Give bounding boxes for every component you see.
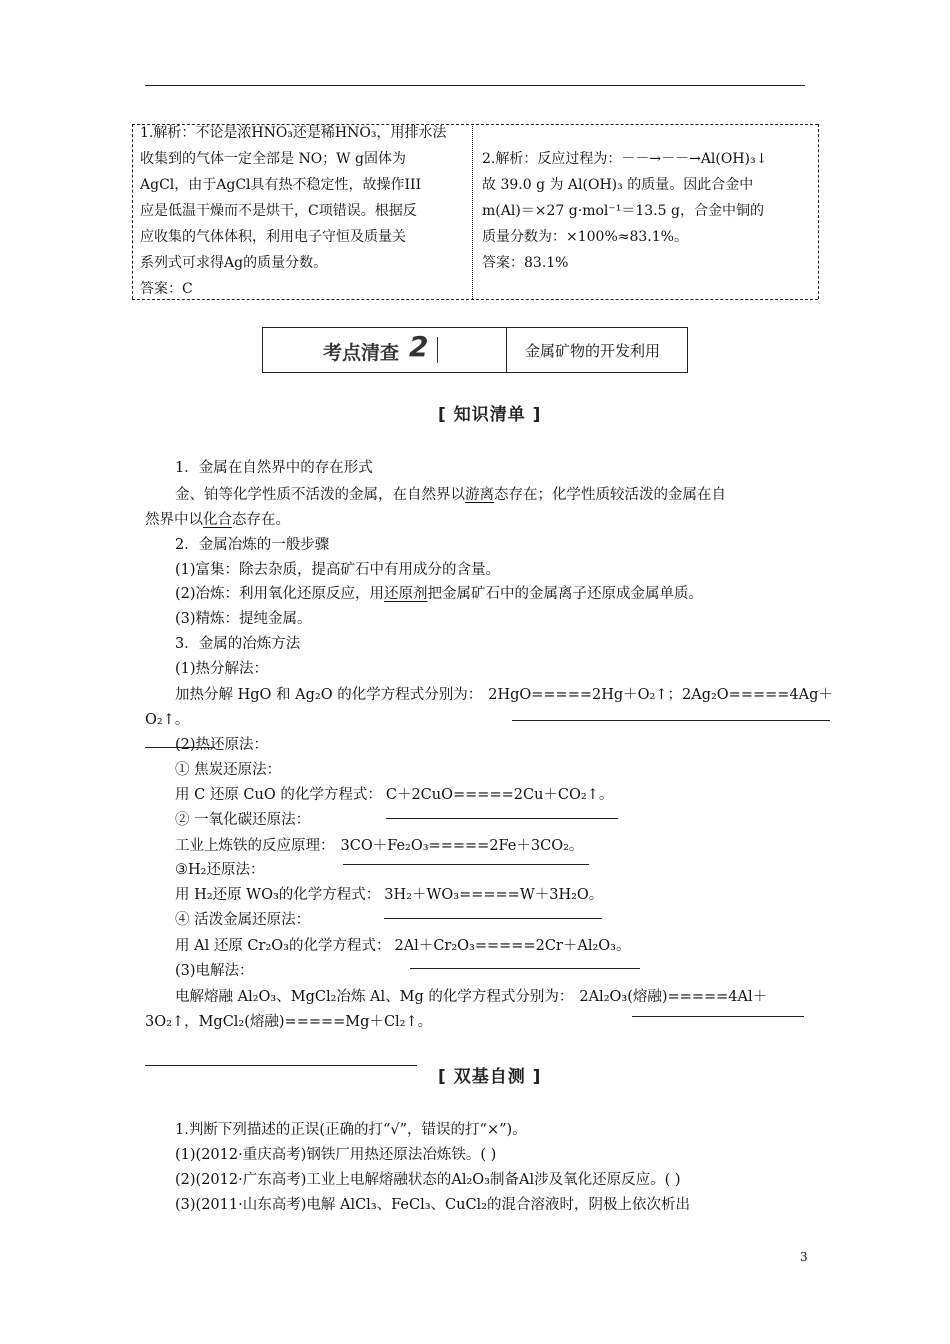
line-7: (3)精炼：提纯金属。 — [175, 611, 312, 627]
line-2: 金、铂等化学性质不活泼的金属，在自然界以游离态存在；化学性质较活泼的金属在自 — [175, 487, 726, 503]
answer-left-line: 应是低温干燥而不是烘干，C项错误。根据反 — [140, 203, 417, 219]
answer-left-line: 系列式可求得Ag的质量分数。 — [140, 255, 328, 271]
line-6: (2)冶炼：利用氧化还原反应，用还原剂把金属矿石中的金属离子还原成金属单质。 — [175, 586, 704, 602]
answer-underline — [145, 1065, 417, 1066]
answer-underline — [632, 1016, 804, 1017]
answer-right-line: m(Al)＝×27 g·mol⁻¹＝13.5 g，合金中铜的 — [482, 203, 764, 219]
page-number: 3 — [800, 1250, 808, 1264]
blank-answer: 还原剂 — [384, 586, 428, 602]
line-1: 1．金属在自然界中的存在形式 — [175, 460, 373, 476]
answer-underline — [512, 720, 830, 721]
section-title: 金属矿物的开发利用 — [525, 342, 661, 360]
line-20: 用 Al 还原 Cr₂O₃的化学方程式： 2Al＋Cr₂O₃=====2Cr＋Al₂O₃。 — [175, 938, 631, 954]
blank-answer: 游离 — [465, 487, 494, 503]
line-22: 电解熔融 Al₂O₃、MgCl₂冶炼 Al、Mg 的化学方程式分别为： 2Al₂O₃(熔融)=====4Al＋ — [175, 989, 768, 1005]
line-21: (3)电解法： — [175, 963, 254, 979]
answer-left-line: 收集到的气体一定全部是 NO；W g固体为 — [140, 151, 406, 167]
knowledge-list-badge: [ 知识清单 ] — [438, 405, 542, 425]
line-4: 2．金属冶炼的一般步骤 — [175, 537, 330, 553]
answer-underline — [343, 864, 589, 865]
line-15: ② 一氧化碳还原法： — [175, 812, 311, 828]
line-17: ③H₂还原法： — [175, 862, 265, 878]
answer-left-line: 答案：C — [140, 281, 193, 297]
answer-underline — [386, 818, 618, 819]
section-title-box — [262, 327, 688, 373]
answer-right-line: 2.解析：反应过程为：－－→－－→Al(OH)₃↓ — [482, 151, 768, 167]
line-11: O₂↑。 — [145, 712, 190, 728]
line-13: ① 焦炭还原法： — [175, 762, 282, 778]
line-14: 用 C 还原 CuO 的化学方程式： C＋2CuO=====2Cu＋CO₂↑。 — [175, 787, 614, 803]
section-divider-mark — [437, 337, 438, 363]
self-test-badge: [ 双基自测 ] — [438, 1067, 542, 1087]
line-12: (2)热还原法： — [175, 737, 269, 753]
section-label-cell — [263, 328, 507, 372]
answer-right-line: 质量分数为：×100%≈83.1%。 — [482, 229, 688, 245]
answer-right-line: 故 39.0 g 为 Al(OH)₃ 的质量。因此合金中 — [482, 177, 754, 193]
question-1-2: (2)(2012·广东高考)工业上电解熔融状态的Al₂O₃制备Al涉及氧化还原反应。( ) — [175, 1172, 681, 1188]
question-1-1: (1)(2012·重庆高考)钢铁厂用热还原法冶炼铁。( ) — [175, 1147, 497, 1163]
blank-answer: 化合 — [203, 512, 232, 528]
question-1-3: (3)(2011·山东高考)电解 AlCl₃、FeCl₃、CuCl₂的混合溶液时，阴极上依次析出 — [175, 1197, 690, 1213]
line-16: 工业上炼铁的反应原理： 3CO＋Fe₂O₃=====2Fe＋3CO₂。 — [175, 838, 584, 854]
line-9: (1)热分解法： — [175, 661, 269, 677]
header-rule — [145, 85, 805, 86]
section-number: 2 — [409, 330, 429, 363]
answer-right-line: 答案：83.1% — [482, 255, 569, 271]
line-3: 然界中以化合态存在。 — [145, 512, 290, 528]
question-1: 1.判断下列描述的正误(正确的打“√”，错误的打“×”)。 — [175, 1122, 527, 1138]
line-19: ④ 活泼金属还原法： — [175, 912, 311, 928]
line-18: 用 H₂还原 WO₃的化学方程式： 3H₂＋WO₃=====W＋3H₂O。 — [175, 887, 604, 903]
line-8: 3．金属的冶炼方法 — [175, 636, 301, 652]
answer-left-line: AgCl，由于AgCl具有热不稳定性，故操作III — [140, 177, 422, 193]
answer-right-col — [482, 146, 767, 276]
answer-left-line: 应收集的气体体积，利用电子守恒及质量关 — [140, 229, 406, 245]
answer-left-col — [140, 120, 446, 302]
answer-underline — [410, 968, 640, 969]
line-5: (1)富集：除去杂质，提高矿石中有用成分的含量。 — [175, 562, 501, 578]
line-10: 加热分解 HgO 和 Ag₂O 的化学方程式分别为： 2HgO=====2Hg＋O₂↑；2Ag₂O=====4Ag＋ — [175, 687, 833, 703]
section-label: 考点清查 — [323, 342, 400, 364]
answer-left-line: 1.解析：不论是浓HNO₃还是稀HNO₃，用排水法 — [140, 125, 447, 141]
line-23: 3O₂↑，MgCl₂(熔融)=====Mg＋Cl₂↑。 — [145, 1014, 433, 1030]
answer-underline — [384, 918, 602, 919]
